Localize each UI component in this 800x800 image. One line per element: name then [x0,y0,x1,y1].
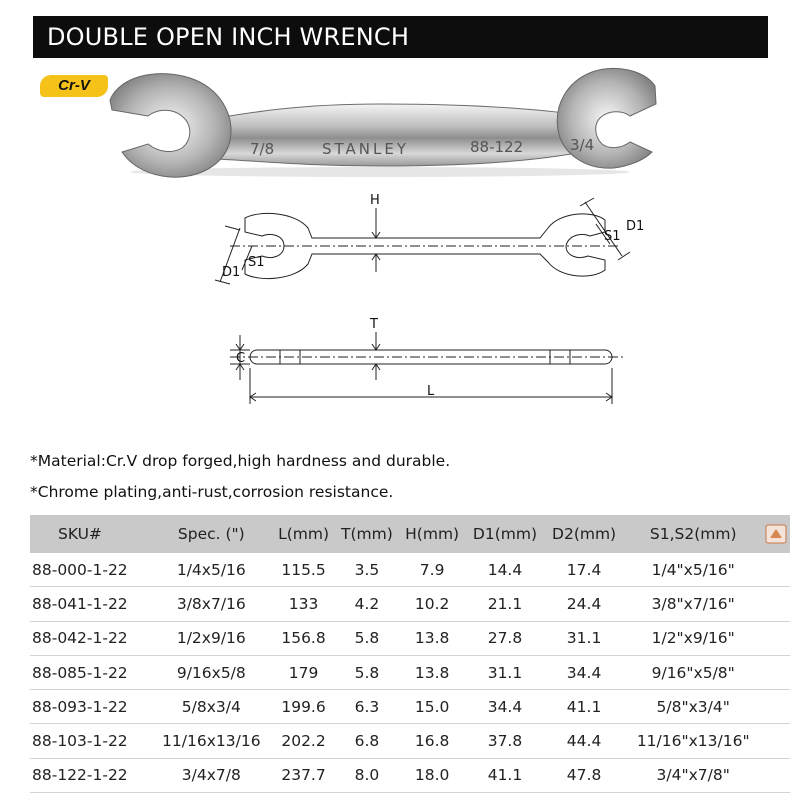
header-sku: SKU# [30,515,151,553]
cell-d1: 34.4 [465,690,544,724]
cell-t: 6.8 [335,724,399,758]
label-d1-right: D1 [626,219,645,234]
header-l: L(mm) [272,515,335,553]
label-s1-left: S1 [248,255,265,270]
header-spec: Spec. (") [151,515,273,553]
cell-d2: 17.4 [545,553,624,587]
cell-t: 6.3 [335,690,399,724]
table-row [30,553,790,587]
crv-badge: Cr-V [40,75,108,97]
cell-h: 18.0 [399,758,466,792]
cell-t: 8.0 [335,758,399,792]
engraving-right-size: 3/4 [570,136,595,154]
cell-sku: 88-122-1-22 [30,758,151,792]
cell-sku: 88-042-1-22 [30,621,151,655]
cell-spec: 3/4x7/8 [151,758,273,792]
header-d1: D1(mm) [465,515,544,553]
cell-t: 5.8 [335,655,399,689]
cell-l: 179 [272,655,335,689]
cell-spec: 3/8x7/16 [151,587,273,621]
cell-d1: 21.1 [465,587,544,621]
cell-sku: 88-085-1-22 [30,655,151,689]
table-header-row [30,515,790,553]
cell-h: 16.8 [399,724,466,758]
cell-h: 13.8 [399,621,466,655]
cell-l: 133 [272,587,335,621]
label-c: C [236,351,246,366]
cell-s: 9/16"x5/8" [624,655,763,689]
copper-badge-icon [765,524,787,544]
cell-l: 237.7 [272,758,335,792]
cell-spacer [763,655,790,689]
cell-sku: 88-041-1-22 [30,587,151,621]
cell-s: 11/16"x13/16" [624,724,763,758]
page-title: DOUBLE OPEN INCH WRENCH [33,16,768,58]
cell-h: 13.8 [399,655,466,689]
cell-d2: 34.4 [545,655,624,689]
cell-t: 3.5 [335,553,399,587]
spec-table [30,515,790,793]
cell-sku: 88-093-1-22 [30,690,151,724]
note-material: *Material:Cr.V drop forged,high hardness and durable. [30,452,451,470]
cell-spacer [763,587,790,621]
cell-spacer [763,621,790,655]
cell-d1: 37.8 [465,724,544,758]
cell-h: 15.0 [399,690,466,724]
cell-s: 1/4"x5/16" [624,553,763,587]
engraving-model: 88-122 [470,138,524,156]
cell-d1: 14.4 [465,553,544,587]
cell-spacer [763,724,790,758]
label-d1-left: D1 [222,265,241,280]
cell-l: 202.2 [272,724,335,758]
cell-spacer [763,553,790,587]
cell-s: 3/8"x7/16" [624,587,763,621]
engraving-left-size: 7/8 [250,140,275,158]
label-l: L [427,384,435,399]
header-s: S1,S2(mm) [624,515,763,553]
cell-sku: 88-000-1-22 [30,553,151,587]
label-t: T [370,317,378,332]
header-h: H(mm) [399,515,466,553]
cell-h: 7.9 [399,553,466,587]
header-icon-cell [763,515,790,553]
table-row [30,655,790,689]
table-row [30,621,790,655]
cell-d2: 44.4 [545,724,624,758]
cell-d2: 31.1 [545,621,624,655]
cell-spec: 5/8x3/4 [151,690,273,724]
header-t: T(mm) [335,515,399,553]
note-plating: *Chrome plating,anti-rust,corrosion resistance. [30,483,394,501]
label-s1-right: S1 [604,229,621,244]
cell-spec: 1/2x9/16 [151,621,273,655]
cell-d2: 47.8 [545,758,624,792]
cell-t: 5.8 [335,621,399,655]
cell-d1: 27.8 [465,621,544,655]
cell-sku: 88-103-1-22 [30,724,151,758]
cell-spec: 9/16x5/8 [151,655,273,689]
cell-d2: 41.1 [545,690,624,724]
table-row [30,587,790,621]
cell-h: 10.2 [399,587,466,621]
cell-s: 1/2"x9/16" [624,621,763,655]
cell-l: 156.8 [272,621,335,655]
table-row [30,690,790,724]
cell-s: 5/8"x3/4" [624,690,763,724]
cell-d1: 41.1 [465,758,544,792]
cell-l: 115.5 [272,553,335,587]
table-row [30,724,790,758]
header-d2: D2(mm) [545,515,624,553]
cell-spacer [763,758,790,792]
cell-d2: 24.4 [545,587,624,621]
cell-l: 199.6 [272,690,335,724]
cell-t: 4.2 [335,587,399,621]
label-h: H [370,193,380,208]
cell-spacer [763,690,790,724]
table-row [30,758,790,792]
cell-spec: 11/16x13/16 [151,724,273,758]
cell-s: 3/4"x7/8" [624,758,763,792]
wrench-photo [100,60,660,180]
engraving-brand: STANLEY [322,140,409,158]
wrench-diagram [200,190,645,415]
cell-spec: 1/4x5/16 [151,553,273,587]
cell-d1: 31.1 [465,655,544,689]
